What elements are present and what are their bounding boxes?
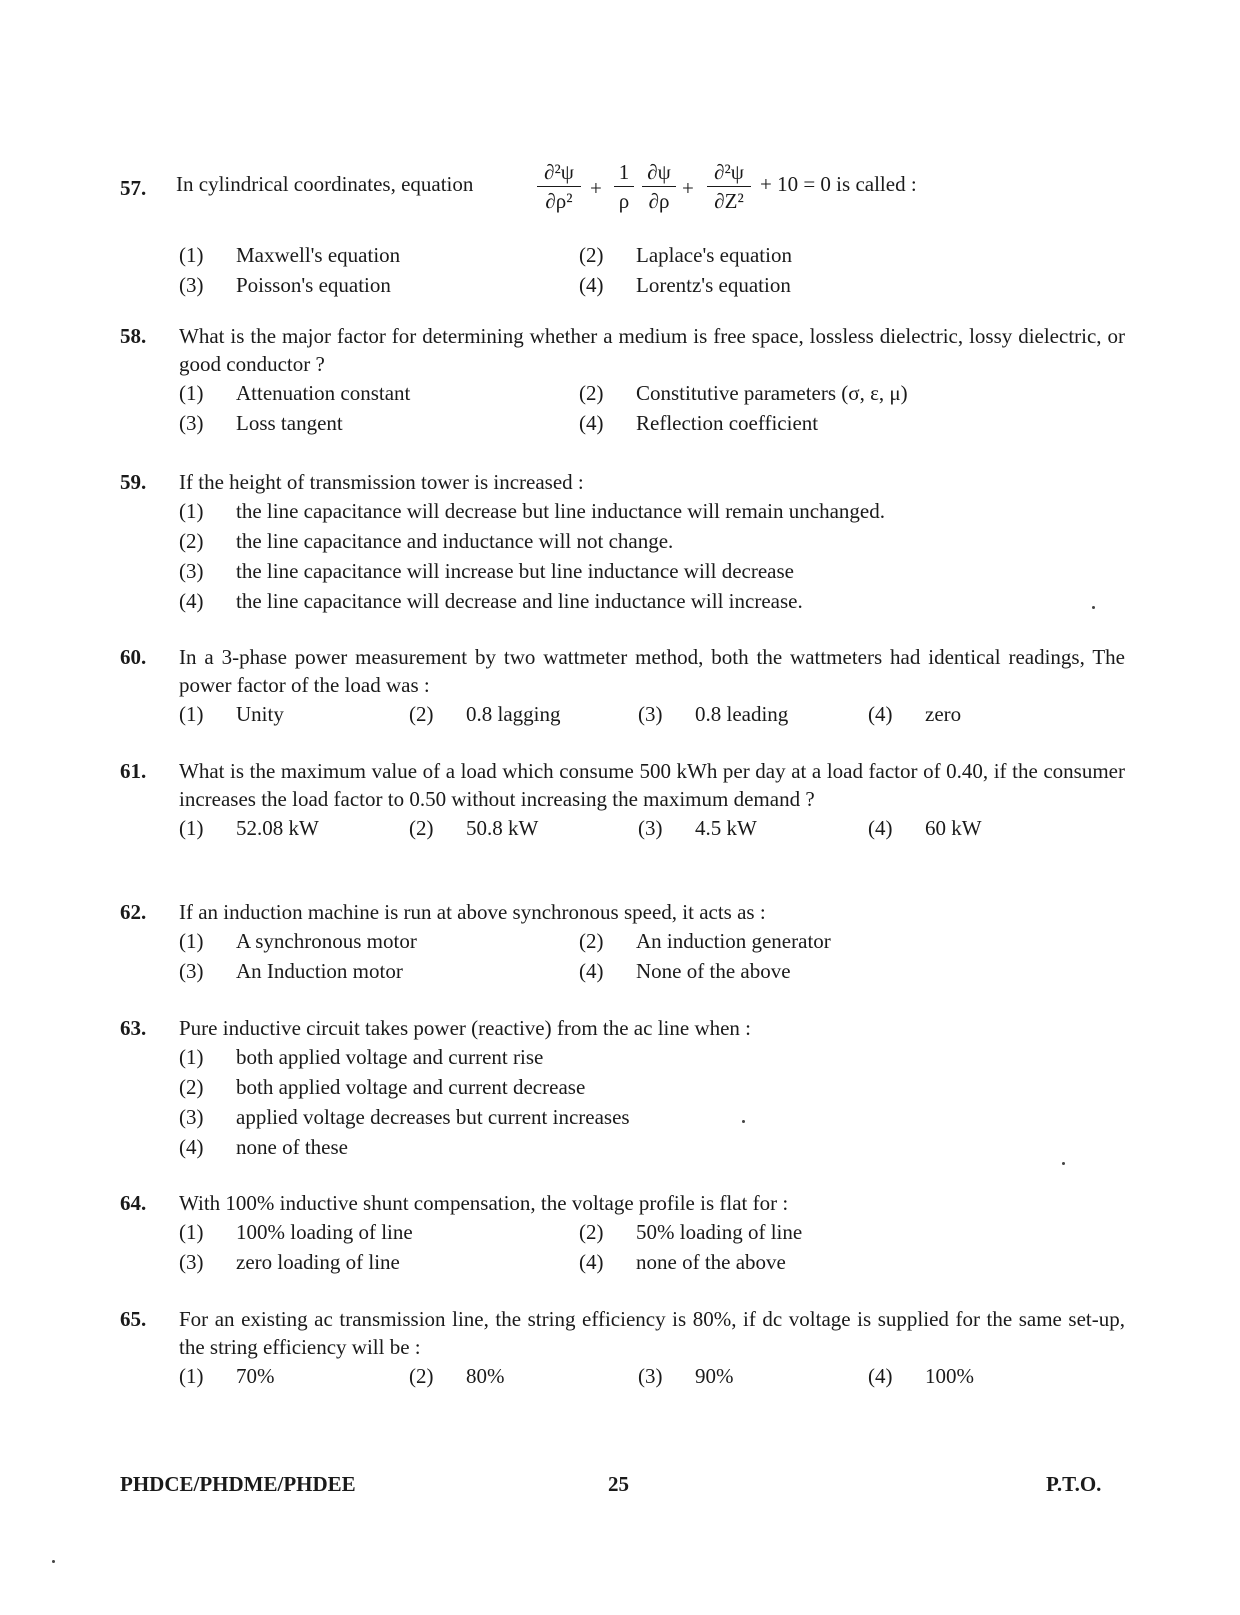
option-1: (1) Attenuation constant [179,381,411,405]
question-text: In a 3-phase power measurement by two wattmeter method, both the wattmeters had identical readings, The power factor of the load was : [179,645,1125,697]
option-3: (3) the line capacitance will increase but line inductance will decrease [179,559,794,583]
question-number: 64. [120,1191,147,1215]
option-4: (4) 100% [868,1364,974,1388]
option-4: (4) the line capacitance will decrease and line inductance will increase. [179,589,803,613]
options [179,699,1125,729]
option-4: (4) none of these [179,1135,348,1159]
options [179,496,1125,616]
option-4: (4) 60 kW [868,816,982,840]
fraction-term-1: ∂²ψ ∂ρ² [537,160,581,213]
option-2: (2) Constitutive parameters (σ, ε, μ) [579,381,908,405]
option-2: (2) 0.8 lagging [409,702,561,726]
question-text: If the height of transmission tower is increased : [179,470,584,494]
question-59 [120,468,1125,616]
option-3: (3) An Induction motor [179,959,403,983]
fraction-term-3: ∂²ψ ∂Z² [707,160,751,213]
footer-page-number: 25 [608,1472,629,1496]
question-58 [120,322,1125,438]
question-text: In cylindrical coordinates, equation [176,172,474,196]
option-2: (2) the line capacitance and inductance will not change. [179,529,674,553]
plus-sign: + [590,176,602,200]
question-number: 65. [120,1307,147,1331]
option-3: (3) Poisson's equation [179,273,391,297]
question-62 [120,898,1125,986]
option-3: (3) applied voltage decreases but current increases [179,1105,630,1129]
question-number: 57. [120,176,147,200]
footer-paper-code: PHDCE/PHDME/PHDEE [120,1472,356,1496]
options [179,926,1125,986]
option-1: (1) 70% [179,1364,275,1388]
question-57 [120,160,1125,300]
question-text-suffix: + 10 = 0 is called : [760,172,917,196]
scan-speck [1062,1162,1065,1165]
question-number: 62. [120,900,147,924]
option-3: (3) 0.8 leading [638,702,789,726]
option-2: (2) 50.8 kW [409,816,539,840]
question-number: 58. [120,324,147,348]
question-number: 60. [120,645,147,669]
options [179,813,1125,843]
scan-speck [742,1120,745,1123]
option-4: (4) Reflection coefficient [579,411,819,435]
option-4: (4) zero [868,702,962,726]
question-number: 63. [120,1016,147,1040]
options [179,1042,1125,1162]
question-64 [120,1189,1125,1277]
option-3: (3) 4.5 kW [638,816,757,840]
question-65 [120,1305,1125,1391]
option-4: (4) none of the above [579,1250,786,1274]
options [179,1361,1125,1391]
question-text: For an existing ac transmission line, the string efficiency is 80%, if dc voltage is supplied for the same set-up, the string efficiency will be : [179,1307,1125,1359]
plus-sign: + [682,176,694,200]
options [179,240,1125,300]
question-60 [120,643,1125,729]
option-2: (2) An induction generator [579,929,831,953]
option-4: (4) Lorentz's equation [579,273,791,297]
scan-speck [1092,606,1095,609]
option-4: (4) None of the above [579,959,791,983]
option-3: (3) Loss tangent [179,411,343,435]
option-1: (1) A synchronous motor [179,929,417,953]
options [179,378,1125,438]
option-1: (1) 100% loading of line [179,1220,413,1244]
question-text: With 100% inductive shunt compensation, the voltage profile is flat for : [179,1191,789,1215]
scan-speck [52,1560,55,1563]
question-61 [120,757,1125,843]
options [179,1217,1125,1277]
option-1: (1) Unity [179,702,284,726]
question-text: Pure inductive circuit takes power (reactive) from the ac line when : [179,1016,752,1040]
option-2: (2) both applied voltage and current decrease [179,1075,586,1099]
option-2: (2) Laplace's equation [579,243,792,267]
question-number: 61. [120,759,147,783]
question-57-stem [120,160,1125,240]
option-3: (3) zero loading of line [179,1250,400,1274]
option-1: (1) 52.08 kW [179,816,319,840]
option-2: (2) 80% [409,1364,505,1388]
option-1: (1) both applied voltage and current rise [179,1045,544,1069]
footer-pto: P.T.O. [1046,1472,1102,1496]
question-text: If an induction machine is run at above synchronous speed, it acts as : [179,900,766,924]
option-1: (1) Maxwell's equation [179,243,401,267]
fraction-term-2b: ∂ψ ∂ρ [642,160,676,213]
question-63 [120,1014,1125,1162]
question-text: What is the maximum value of a load which consume 500 kWh per day at a load factor of 0.40, if the consumer increases the load factor to 0.50 without increasing the maximum demand ? [179,759,1125,811]
option-2: (2) 50% loading of line [579,1220,803,1244]
fraction-term-2: 1 ρ [614,160,634,213]
option-3: (3) 90% [638,1364,734,1388]
question-text: What is the major factor for determining whether a medium is free space, lossless dielectric, lossy dielectric, or good conductor ? [179,324,1125,376]
question-number: 59. [120,470,147,494]
option-1: (1) the line capacitance will decrease but line inductance will remain unchanged. [179,499,885,523]
